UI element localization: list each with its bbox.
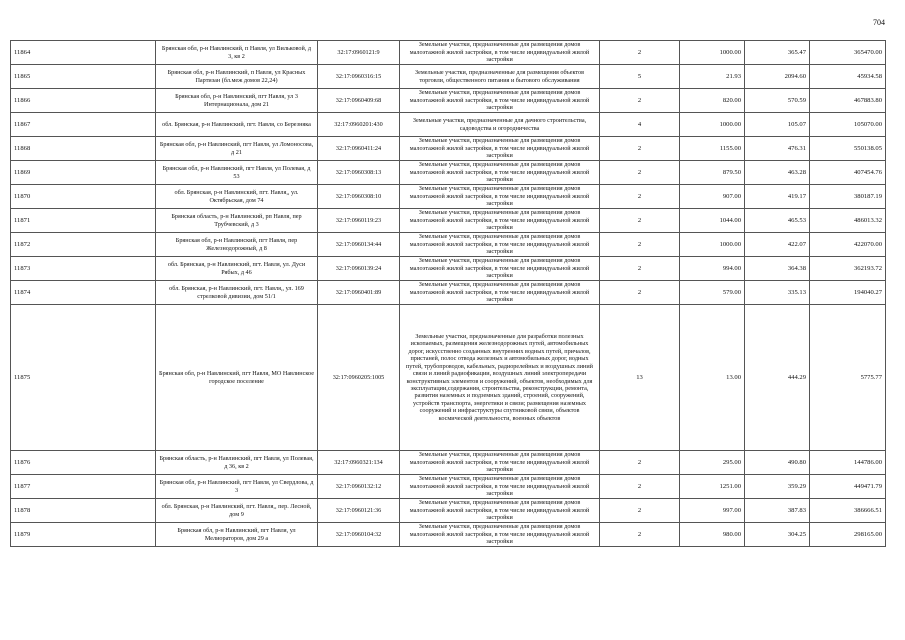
unit-value-cell: 105.07 — [745, 113, 810, 137]
address-cell: Брянская обл, р-н Навлинский, п Навля, ул Красных Партизан (бл.меж домов 22,24) — [156, 65, 318, 89]
land-use-cell: Земельные участки, предназначенные для размещения объектов торговли, общественного питания и бытового обслуживания — [400, 65, 600, 89]
address-cell: Брянская обл, р-н Навлинский, пгт Навля, ул 3 Интернационала, дом 21 — [156, 89, 318, 113]
unit-value-cell: 465.53 — [745, 209, 810, 233]
land-use-cell: Земельные участки, предназначенные для размещения домов малоэтажной жилой застройки, в том числе индивидуальной жилой застройки — [400, 89, 600, 113]
record-number: 11868 — [11, 137, 156, 161]
unit-value-cell: 364.38 — [745, 257, 810, 281]
cadastral-value-cell: 5775.77 — [810, 305, 886, 451]
record-number: 11874 — [11, 281, 156, 305]
unit-value-cell: 476.31 — [745, 137, 810, 161]
table-row — [11, 209, 886, 233]
record-number: 11865 — [11, 65, 156, 89]
category-cell: 4 — [600, 113, 680, 137]
unit-value-cell: 422.07 — [745, 233, 810, 257]
area-cell: 994.00 — [680, 257, 745, 281]
table-row — [11, 499, 886, 523]
cadastral-number-cell: 32:17:0960121:36 — [318, 499, 400, 523]
record-number: 11871 — [11, 209, 156, 233]
address-cell: Брянская обл, р-н Навлинский, п Навля, ул Вильковой, д 3, кв 2 — [156, 41, 318, 65]
cadastral-value-cell: 194040.27 — [810, 281, 886, 305]
category-cell: 2 — [600, 89, 680, 113]
address-cell: Брянская обл, р-н Навлинский, пгт Навля, ул Ломоносова, д 21 — [156, 137, 318, 161]
unit-value-cell: 359.29 — [745, 475, 810, 499]
record-number: 11869 — [11, 161, 156, 185]
land-use-cell: Земельные участки, предназначенные для размещения домов малоэтажной жилой застройки, в том числе индивидуальной жилой застройки — [400, 499, 600, 523]
record-number: 11864 — [11, 41, 156, 65]
cadastral-number-cell: 32:17:0960134:44 — [318, 233, 400, 257]
unit-value-cell: 304.25 — [745, 523, 810, 547]
category-cell: 2 — [600, 233, 680, 257]
area-cell: 1000.00 — [680, 233, 745, 257]
unit-value-cell: 463.28 — [745, 161, 810, 185]
area-cell: 1044.00 — [680, 209, 745, 233]
land-use-cell: Земельные участки, предназначенные для размещения домов малоэтажной жилой застройки, в том числе индивидуальной жилой застройки — [400, 161, 600, 185]
category-cell: 5 — [600, 65, 680, 89]
table-row — [11, 161, 886, 185]
area-cell: 1155.00 — [680, 137, 745, 161]
cadastral-value-cell: 45934.58 — [810, 65, 886, 89]
cadastral-number-cell: 32:17:0960119:23 — [318, 209, 400, 233]
table-row — [11, 89, 886, 113]
area-cell: 579.00 — [680, 281, 745, 305]
cadastral-value-cell: 422070.00 — [810, 233, 886, 257]
table-row — [11, 257, 886, 281]
category-cell: 2 — [600, 475, 680, 499]
record-number: 11870 — [11, 185, 156, 209]
cadastral-number-cell: 32:17:0960121:9 — [318, 41, 400, 65]
unit-value-cell: 570.59 — [745, 89, 810, 113]
table-row — [11, 523, 886, 547]
cadastral-value-cell: 365470.00 — [810, 41, 886, 65]
unit-value-cell: 444.29 — [745, 305, 810, 451]
cadastral-value-cell: 407454.76 — [810, 161, 886, 185]
area-cell: 907.00 — [680, 185, 745, 209]
category-cell: 2 — [600, 257, 680, 281]
address-cell: Брянская обл, р-н Навлинский, пгт Навля, ул Полевая, д 53 — [156, 161, 318, 185]
cadastral-value-cell: 380187.19 — [810, 185, 886, 209]
cadastral-number-cell: 32:17:0960401:89 — [318, 281, 400, 305]
table-row — [11, 113, 886, 137]
area-cell: 295.00 — [680, 451, 745, 475]
cadastral-number-cell: 32:17:0960205:1005 — [318, 305, 400, 451]
address-cell: обл. Брянская, р-н Навлинский, пгт. Навля,, ул. Октябрьская, дом 74 — [156, 185, 318, 209]
land-use-cell: Земельные участки, предназначенные для размещения домов малоэтажной жилой застройки, в том числе индивидуальной жилой застройки — [400, 523, 600, 547]
table-row — [11, 137, 886, 161]
address-cell: обл. Брянская, р-н Навлинский, пгт. Навля, со Березняка — [156, 113, 318, 137]
table-row — [11, 185, 886, 209]
cadastral-number-cell: 32:17:0960308:13 — [318, 161, 400, 185]
cadastral-number-cell: 32:17:0960139:24 — [318, 257, 400, 281]
land-use-cell: Земельные участки, предназначенные для разработки полезных ископаемых, размещения железнодорожных путей, автомобильных дорог, искусственно созданных внутренних водных путей, причалов, пристаней, полос отвода железных и автомобильных дорог, водных путей, трубопроводов, кабельных, радиорелейных и воздушных линий связи и линий радиофикации, воздушных линий электропередачи конструктивных элементов и сооружений, объектов, необходимых для эксплуатации,содержания, строительства, реконструкции, ремонта, развития наземных и подземных зданий, строений, сооружений, устройств транспорта, энергетики и связи; размещения наземных сооружений и инфраструктуры спутниковой связи, объектов космической деятельности, военных объектов — [400, 305, 600, 451]
cadastral-number-cell: 32:17:0960201:430 — [318, 113, 400, 137]
land-use-cell: Земельные участки, предназначенные для размещения домов малоэтажной жилой застройки, в том числе индивидуальной жилой застройки — [400, 281, 600, 305]
address-cell: Брянская область, р-н Навлинский, рп Навля, пер Трубчевский, д 3 — [156, 209, 318, 233]
cadastral-number-cell: 32:17:0960409:68 — [318, 89, 400, 113]
unit-value-cell: 419.17 — [745, 185, 810, 209]
area-cell: 21.93 — [680, 65, 745, 89]
area-cell: 879.50 — [680, 161, 745, 185]
record-number: 11866 — [11, 89, 156, 113]
unit-value-cell: 490.80 — [745, 451, 810, 475]
cadastral-number-cell: 32:17:0960411:24 — [318, 137, 400, 161]
record-number: 11875 — [11, 305, 156, 451]
category-cell: 13 — [600, 305, 680, 451]
cadastral-number-cell: 32:17:0960104:32 — [318, 523, 400, 547]
land-valuation-table — [10, 40, 886, 547]
area-cell: 980.00 — [680, 523, 745, 547]
unit-value-cell: 2094.60 — [745, 65, 810, 89]
cadastral-number-cell: 32:17:0960316:15 — [318, 65, 400, 89]
table-row — [11, 41, 886, 65]
address-cell: обл. Брянская, р-н Навлинский, пгт. Навля,, пер. Лесной, дом 9 — [156, 499, 318, 523]
record-number: 11876 — [11, 451, 156, 475]
area-cell: 13.00 — [680, 305, 745, 451]
category-cell: 2 — [600, 209, 680, 233]
address-cell: Брянская обл, р-н Навлинский, пгт Навля, ул Мелиораторов, дом 29 а — [156, 523, 318, 547]
cadastral-value-cell: 144786.00 — [810, 451, 886, 475]
record-number: 11877 — [11, 475, 156, 499]
area-cell: 997.00 — [680, 499, 745, 523]
record-number: 11867 — [11, 113, 156, 137]
area-cell: 1251.00 — [680, 475, 745, 499]
area-cell: 1000.00 — [680, 41, 745, 65]
cadastral-value-cell: 362193.72 — [810, 257, 886, 281]
land-use-cell: Земельные участки, предназначенные для размещения домов малоэтажной жилой застройки, в том числе индивидуальной жилой застройки — [400, 257, 600, 281]
record-number: 11873 — [11, 257, 156, 281]
cadastral-value-cell: 550138.05 — [810, 137, 886, 161]
land-use-cell: Земельные участки, предназначенные для размещения домов малоэтажной жилой застройки, в том числе индивидуальной жилой застройки — [400, 475, 600, 499]
category-cell: 2 — [600, 451, 680, 475]
table-row — [11, 65, 886, 89]
cadastral-value-cell: 105070.00 — [810, 113, 886, 137]
category-cell: 2 — [600, 161, 680, 185]
land-use-cell: Земельные участки, предназначенные для дачного строительства, садоводства и огородничества — [400, 113, 600, 137]
table-row — [11, 451, 886, 475]
cadastral-value-cell: 449471.79 — [810, 475, 886, 499]
unit-value-cell: 335.13 — [745, 281, 810, 305]
area-cell: 1000.00 — [680, 113, 745, 137]
address-cell: Брянская обл, р-н Навлинский, пгт Навля, ул Свердлова, д 3 — [156, 475, 318, 499]
land-use-cell: Земельные участки, предназначенные для размещения домов малоэтажной жилой застройки, в том числе индивидуальной жилой застройки — [400, 451, 600, 475]
address-cell: Брянская область, р-н Навлинский, пгт Навля, ул Полевая, д 36, кв 2 — [156, 451, 318, 475]
cadastral-number-cell: 32:17:0960132:12 — [318, 475, 400, 499]
category-cell: 2 — [600, 185, 680, 209]
unit-value-cell: 365.47 — [745, 41, 810, 65]
land-use-cell: Земельные участки, предназначенные для размещения домов малоэтажной жилой застройки, в том числе индивидуальной жилой застройки — [400, 233, 600, 257]
category-cell: 2 — [600, 499, 680, 523]
table-row — [11, 281, 886, 305]
address-cell: Брянская обл, р-н Навлинский, пгт Навля, МО Навлинское городское поселение — [156, 305, 318, 451]
cadastral-number-cell: 32:17:0960321:134 — [318, 451, 400, 475]
cadastral-value-cell: 386666.51 — [810, 499, 886, 523]
page-number: 704 — [873, 18, 885, 27]
address-cell: обл. Брянская, р-н Навлинский, пгт. Навля,, ул. 169 стрелковой дивизии, дом 51/1 — [156, 281, 318, 305]
category-cell: 2 — [600, 137, 680, 161]
cadastral-value-cell: 467883.80 — [810, 89, 886, 113]
table-row — [11, 475, 886, 499]
category-cell: 2 — [600, 281, 680, 305]
land-use-cell: Земельные участки, предназначенные для размещения домов малоэтажной жилой застройки, в том числе индивидуальной жилой застройки — [400, 137, 600, 161]
land-use-cell: Земельные участки, предназначенные для размещения домов малоэтажной жилой застройки, в том числе индивидуальной жилой застройки — [400, 185, 600, 209]
category-cell: 2 — [600, 41, 680, 65]
unit-value-cell: 387.83 — [745, 499, 810, 523]
record-number: 11878 — [11, 499, 156, 523]
cadastral-value-cell: 298165.00 — [810, 523, 886, 547]
land-use-cell: Земельные участки, предназначенные для размещения домов малоэтажной жилой застройки, в том числе индивидуальной жилой застройки — [400, 41, 600, 65]
category-cell: 2 — [600, 523, 680, 547]
table-row — [11, 233, 886, 257]
cadastral-value-cell: 486013.32 — [810, 209, 886, 233]
land-use-cell: Земельные участки, предназначенные для размещения домов малоэтажной жилой застройки, в том числе индивидуальной жилой застройки — [400, 209, 600, 233]
area-cell: 820.00 — [680, 89, 745, 113]
table-row — [11, 305, 886, 451]
record-number: 11879 — [11, 523, 156, 547]
address-cell: обл. Брянская, р-н Навлинский, пгт. Навля, ул. Дуси Рябых, д 46 — [156, 257, 318, 281]
cadastral-number-cell: 32:17:0960308:10 — [318, 185, 400, 209]
record-number: 11872 — [11, 233, 156, 257]
address-cell: Брянская обл, р-н Навлинский, пгт Навля, пер Железнодорожный, д 8 — [156, 233, 318, 257]
